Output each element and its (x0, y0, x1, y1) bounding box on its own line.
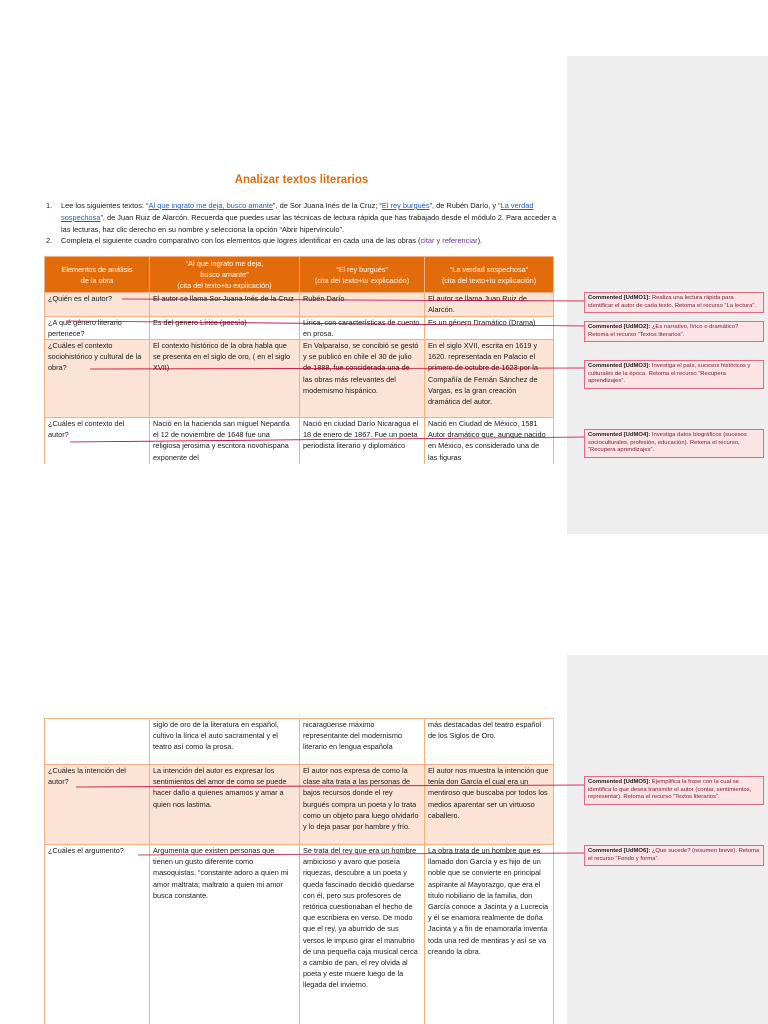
link-la-verdad-sospechosa[interactable]: La verdad sospechosa (61, 201, 534, 222)
table-cell[interactable] (45, 719, 150, 765)
comment-text: Investiga el país, sucesos históricos y culturales de la época. Retoma el recurso “Recupera aprendizajes”. (588, 363, 751, 385)
table-cell[interactable]: Es del genero Lírico (poesía) (150, 316, 300, 339)
instruction-text (61, 200, 561, 235)
table-cell[interactable]: ¿Cuáles la intención del autor? (45, 765, 150, 845)
instruction-text (61, 235, 561, 247)
comment-ref: Commented [UdMO4]: (588, 432, 651, 438)
table-cell[interactable]: ¿Cuáles el contexto sociohistórico y cultural de la obra? (45, 340, 150, 418)
table-cell[interactable]: Nació en ciudad Darío Nicaragua el 18 de enero de 1867. Fue un poeta periodista literario y diplomático (300, 418, 425, 464)
header-line: de la obra (80, 275, 114, 285)
instruction-fragment: ”, de Sor Juana Inés de la Cruz; “ (273, 201, 382, 210)
table-row (45, 719, 554, 765)
document-title: Analizar textos literarios (234, 174, 369, 186)
header-line: “Al que ingrato me deja, (185, 259, 264, 268)
link-el-rey-burgues[interactable]: El rey burgués (381, 201, 430, 210)
comment-bubble[interactable] (584, 292, 764, 313)
table-row (45, 292, 554, 316)
comment-ref: Commented [UdMO1]: (588, 295, 651, 301)
table-cell[interactable]: Se trata del rey que era un hombre ambicioso y avaro que poseía riquezas, descubre a un poeta y queda fascinado decidió quedarse con él, pero sus profesores de retórica cuestionaban el hecho de que escribiera en verso. De modo que el rey, ya aburrido de sus versos le impuso girar el manubrio de una pequeña caja musical cerca a cambio de pan, el rey olvida al poeta y este muere luego de la llegada del invierno. (300, 845, 425, 1024)
comment-bubble[interactable] (584, 321, 764, 342)
table-cell[interactable]: ¿A qué género literario pertenece? (45, 316, 150, 339)
comment-ref: Commented [UdMO5]: (588, 779, 651, 785)
comment-ref: Commented [UdMO2]: (588, 324, 651, 330)
table-cell[interactable]: Nació en Ciudad de México, 1581 Autor dramático que, aunque nacido en México, es considerado una de las figuras (425, 418, 554, 464)
table-cell[interactable]: La intención del autor es expresar los sentimientos del amor de como se puede hacer daño a quienes amamos y amar a quien nos lastima. (150, 765, 300, 845)
table-cell[interactable]: ¿Cuáles el argumento? (45, 845, 150, 1024)
table-header (425, 257, 554, 293)
table-cell[interactable]: El autor nos expresa de como la clase alta trata a las personas de bajos recursos donde el rey burgués compra un poeta y lo trata como un objeto para luego olvidarlo y lo deja pasar por hambre y frío. (300, 765, 425, 845)
header-line: busco amante” (200, 270, 249, 280)
header-line: (cita del texto+tu explicación) (314, 275, 410, 285)
comment-bubble[interactable] (584, 776, 764, 805)
table-header (45, 257, 150, 293)
comparison-table-page-1 (0, 256, 567, 464)
instructions-list (46, 200, 561, 247)
comment-text: ¿Es narrativo, lírico o dramático? Retoma el recurso “Textos literarios”. (588, 324, 739, 338)
table-cell[interactable]: En el siglo XVII, escrita en 1619 y 1620. representada en Palacio el primero de octubre de 1623 por la Compañía de Fernán Sánchez de Vargas, es la gran creación dramática del autor. (425, 340, 554, 418)
comment-ref: Commented [UdMO6]: (588, 848, 651, 854)
comment-bubble[interactable] (584, 845, 764, 866)
table-cell[interactable]: siglo de oro de la literatura en español, cultivo la lírica el auto sacramental y el teatro así como la prosa. (150, 719, 300, 765)
header-line: Elementos de análisis (61, 264, 133, 274)
comparison-table-page-2 (0, 718, 567, 1024)
table-cell[interactable]: Nació en la hacienda san miguel Nepantla el 12 de noviembre de 1648 fue una religiosa jerosima y escritora novohispana exponente del (150, 418, 300, 464)
table-cell[interactable]: La obra trata de un hombre que es llamado don García y es hijo de un noble que se convierte en principal aspirante al Mayorazgo, que era el título nobiliario de la familia, don García conoce a Jacinta y a Lucrecia y él se enamora realmente de doña Jacinta y a fin de enamorarla inventa toda una red de mentiras y así se va creando la obra. (425, 845, 554, 1024)
table-row (45, 340, 554, 418)
table-row (45, 316, 554, 339)
table-cell[interactable]: El contexto histórico de la obra habla que se presenta en el siglo de oro, ( en el siglo XVII) (150, 340, 300, 418)
comment-text: Investiga datos biográficos (sucesos socioculturales, profesión, educación). Retoma el recurso, “Recupera aprendizajes”. (588, 432, 747, 454)
comment-text: Realiza una lectura rápida para identificar el autor de cada texto. Retoma el recurso “La lectura”. (588, 295, 756, 309)
header-line: “El rey burgués” (336, 264, 388, 274)
comment-ref: Commented [UdMO3]: (588, 363, 651, 369)
table-cell[interactable]: nicaragüense máximo representante del modernismo literario en lengua española (300, 719, 425, 765)
link-al-que-ingrato[interactable]: Al que ingrato me deja, busco amante (148, 201, 274, 210)
table-cell[interactable]: El autor se llama Sor Juana Inés de la Cruz (150, 292, 300, 316)
table-cell[interactable]: más destacadas del teatro español de los Siglos de Oro. (425, 719, 554, 765)
instruction-fragment: Completa el siguiente cuadro comparativo con los elementos que logres identificar en cada una de las obras ( (61, 236, 421, 246)
header-line: (cita del texto+tu explicación) (441, 275, 537, 285)
table-header (300, 257, 425, 293)
instruction-number: 1. (46, 201, 53, 210)
comment-bubble[interactable] (584, 360, 764, 389)
table-cell[interactable]: Rubén Darío (300, 292, 425, 316)
table-cell[interactable]: ¿Quién es el autor? (45, 292, 150, 316)
table-row (45, 845, 554, 1024)
comparison-table-continued (44, 718, 554, 1024)
instruction-number: 2. (46, 236, 53, 246)
table-cell[interactable]: Argumenta que existen personas que tienen un gusto diferente como masoquistas. “constante adoro a quien mi amor maltrata; maltrato a quien mi amor busca constante. (150, 845, 300, 1024)
comment-bubble[interactable] (584, 429, 764, 458)
comment-text: Ejemplifica la frase con la cual se identifica lo que desea transmitir el autor (contar, sentimientos, representar). Retoma el recurso “Textos literarios”. (588, 779, 752, 801)
instruction-fragment: ). (477, 236, 483, 246)
instruction-fragment: ”, de Rubén Darío, y “ (429, 201, 501, 210)
table-row (45, 765, 554, 845)
instruction-fragment: Lee los siguientes textos: “ (61, 201, 149, 210)
comment-text: ¿Que sucede? (resumen breve). Retoma el recurso “Fondo y forma”. (588, 848, 760, 862)
table-cell[interactable]: ¿Cuáles el contexto del autor? (45, 418, 150, 464)
header-line: (cita del texto+tu explicación) (177, 281, 272, 291)
instruction-item (46, 235, 561, 247)
table-cell[interactable]: Es un género Dramático (Drama) (425, 316, 554, 339)
table-header-row (45, 257, 554, 293)
table-row (45, 418, 554, 464)
table-cell[interactable]: Lirica, con características de cuento en prosa. (300, 316, 425, 339)
table-cell[interactable]: En Valparaíso, se concibió se gestó y se publicó en chile el 30 de julio de 1888, fue considerada una de las obras más relevantes del modernismo hispánico. (300, 340, 425, 418)
instruction-fragment: ”, de Juan Ruiz de Alarcón. Recuerda que puedes usar las técnicas de lectura rápida que has trabajado desde el módulo 2. Para acceder a las lecturas, haz clic derecho en su nombre y selecciona la opción “Abrir hipervínculo”. (61, 212, 557, 234)
table-cell[interactable]: El autor se llama Juan Ruiz de Alarcón. (425, 292, 554, 316)
comparison-table (44, 256, 554, 464)
header-line: “La verdad sospechosa” (449, 264, 529, 274)
instruction-item (46, 200, 561, 235)
comment-margin-panel (567, 655, 768, 1024)
table-cell[interactable]: El autor nos muestra la intención que tenía don García el cual era un mentiroso que buscaba por todos los medios aparentar ser un virtuoso caballero. (425, 765, 554, 845)
table-header (150, 257, 300, 293)
citar-referenciar-text: citar y referenciar (420, 236, 478, 246)
